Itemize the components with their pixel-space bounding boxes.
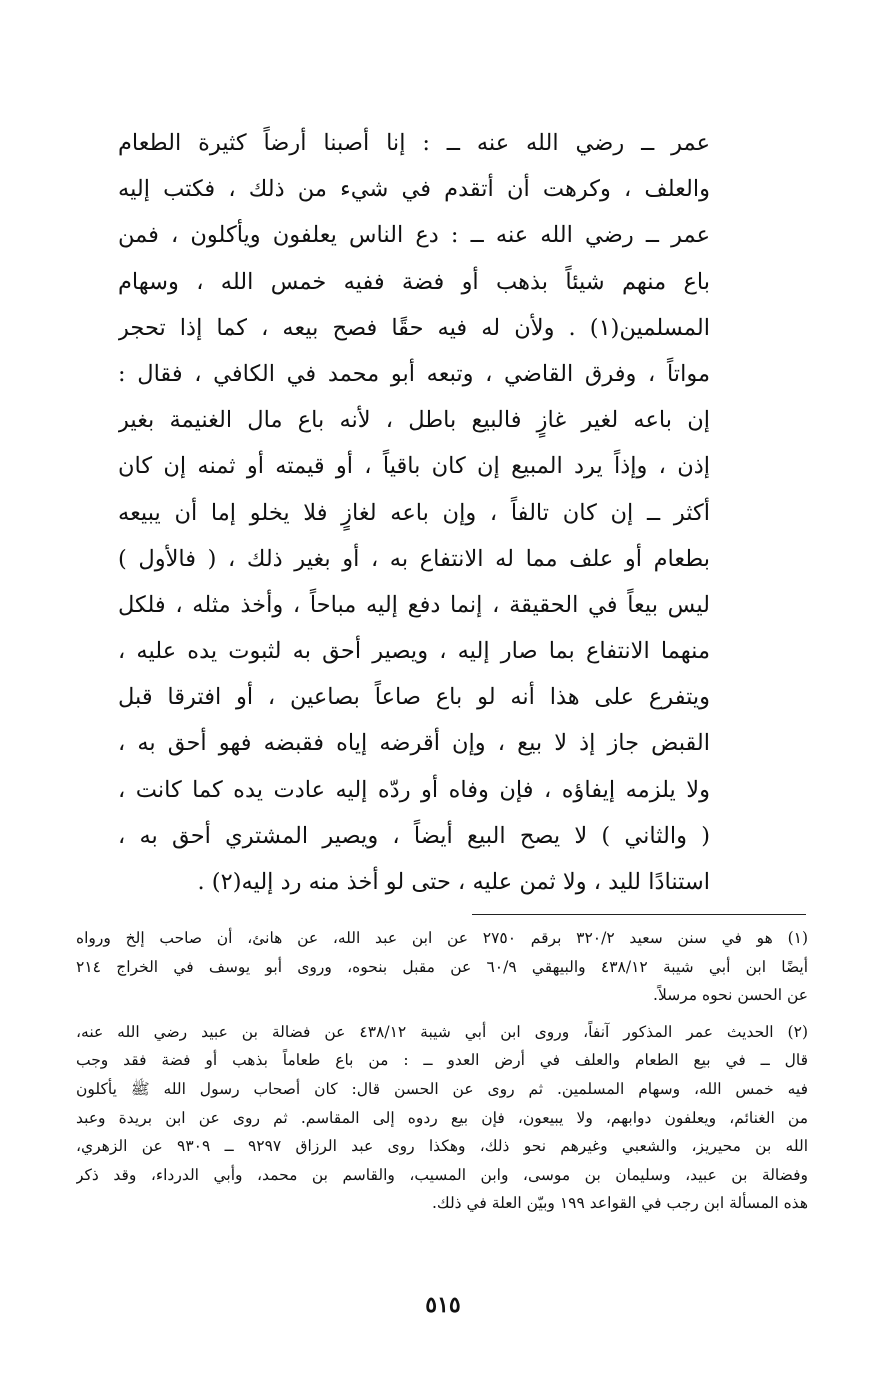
footnote-line: وفضالة بن عبيد، وسليمان بن موسى، وابن المسيب، والقاسم بن محمد، وأبي الدرداء، وقد ذكر <box>76 1165 808 1184</box>
main-text-line: استنادًا لليد ، ولا ثمن عليه ، حتى لو أخذ منه رد إليه(٢) . <box>197 869 710 895</box>
main-text-line: عمر ــ رضي الله عنه ــ : دع الناس يعلفون ويأكلون ، فمن <box>118 222 710 249</box>
footnote-line: أيضًا ابن أبي شيبة ٤٣٨/١٢ والبيهقي ٦٠/٩ عن مقبل بنحوه، وروى أبو يوسف في الخراج ٢١٤ <box>76 957 808 976</box>
main-text-line: القبض جاز إذ لا بيع ، وإن أقرضه إياه فقبضه فهو أحق به ، <box>118 730 710 757</box>
footnote-separator-rule <box>472 914 806 915</box>
main-text-line: المسلمين(١) . ولأن له فيه حقًا فصح بيعه ، كما إذا تحجر <box>118 314 710 341</box>
footnote-2 <box>76 1018 808 1218</box>
footnote-spacer <box>76 1010 808 1018</box>
main-text-line: ليس بيعاً في الحقيقة ، إنما دفع إليه مباحاً ، وأخذ مثله ، فلكل <box>118 591 710 618</box>
footnote-line: الله بن محيريز، والشعبي وغيرهم نحو ذلك، وهكذا روى عبد الرزاق ٩٢٩٧ ــ ٩٣٠٩ عن الزهري، <box>76 1137 808 1156</box>
page-number: ٥١٥ <box>425 1292 461 1318</box>
footnote-1 <box>76 924 808 1010</box>
footnote-line: (١) هو في سنن سعيد ٣٢٠/٢ برقم ٢٧٥٠ عن ابن عبد الله، عن هانئ، أن صاحب إلخ ورواه <box>76 929 808 947</box>
main-text-line: عمر ــ رضي الله عنه ــ : إنا أصبنا أرضاً كثيرة الطعام <box>118 130 710 156</box>
main-text-line: منهما الانتفاع بما صار إليه ، ويصير أحق به لثبوت يده عليه ، <box>118 638 710 665</box>
main-text-line: ويتفرع على هذا أنه لو باع صاعاً بصاعين ، أو افترقا قبل <box>118 684 710 711</box>
footnote-line: فيه خمس الله، وسهام المسلمين. ثم روى عن الحسن قال: كان أصحاب رسول الله ﷺ يأكلون <box>76 1079 808 1098</box>
main-text-line: أكثر ــ إن كان تالفاً ، وإن باعه لغازٍ فلا يخلو إما أن يبيعه <box>118 499 710 526</box>
main-text-line: إن باعه لغير غازٍ فالبيع باطل ، لأنه باع مال الغنيمة بغير <box>118 407 710 434</box>
main-text-line: والعلف ، وكرهت أن أتقدم في شيء من ذلك ، فكتب إليه <box>118 176 710 203</box>
footnote-line: قال ــ في بيع الطعام والعلف في أرض العدو ــ : من باع طعاماً بذهب أو فضة فقد وجب <box>76 1051 808 1070</box>
main-text-line: إذن ، وإذاً يرد المبيع إن كان باقياً ، أو قيمته أو ثمنه إن كان <box>118 453 710 480</box>
main-text-line: بطعام أو علف مما له الانتفاع به ، أو بغير ذلك ، ( فالأول ) <box>118 545 710 572</box>
main-text-line: مواتاً ، وفرق القاضي ، وتبعه أبو محمد في الكافي ، فقال : <box>118 360 710 387</box>
footnote-line: هذه المسألة ابن رجب في القواعد ١٩٩ وبيّن العلة في ذلك. <box>431 1194 808 1213</box>
footnote-line: عن الحسن نحوه مرسلاً. <box>653 986 808 1005</box>
footnotes-section <box>76 924 808 1218</box>
main-body-text <box>118 120 710 905</box>
footnote-line: (٢) الحديث عمر المذكور آنفاً، وروى ابن أبي شيبة ٤٣٨/١٢ عن فضالة بن عبيد رضي الله عنه، <box>76 1022 808 1041</box>
main-text-line: ( والثاني ) لا يصح البيع أيضاً ، ويصير المشتري أحق به ، <box>118 822 710 849</box>
main-text-line: ولا يلزمه إيفاؤه ، فإن وفاه أو ردّه إليه عادت يده كما كانت ، <box>118 776 710 803</box>
footnote-line: من الغنائم، ويعلفون دوابهم، ولا يبيعون، فإن بيع ردوه إلى المقاسم. ثم روى عن ابن بريدة وعبد <box>76 1108 808 1127</box>
main-text-line: باع منهم شيئاً بذهب أو فضة ففيه خمس الله ، وسهام <box>118 268 710 295</box>
